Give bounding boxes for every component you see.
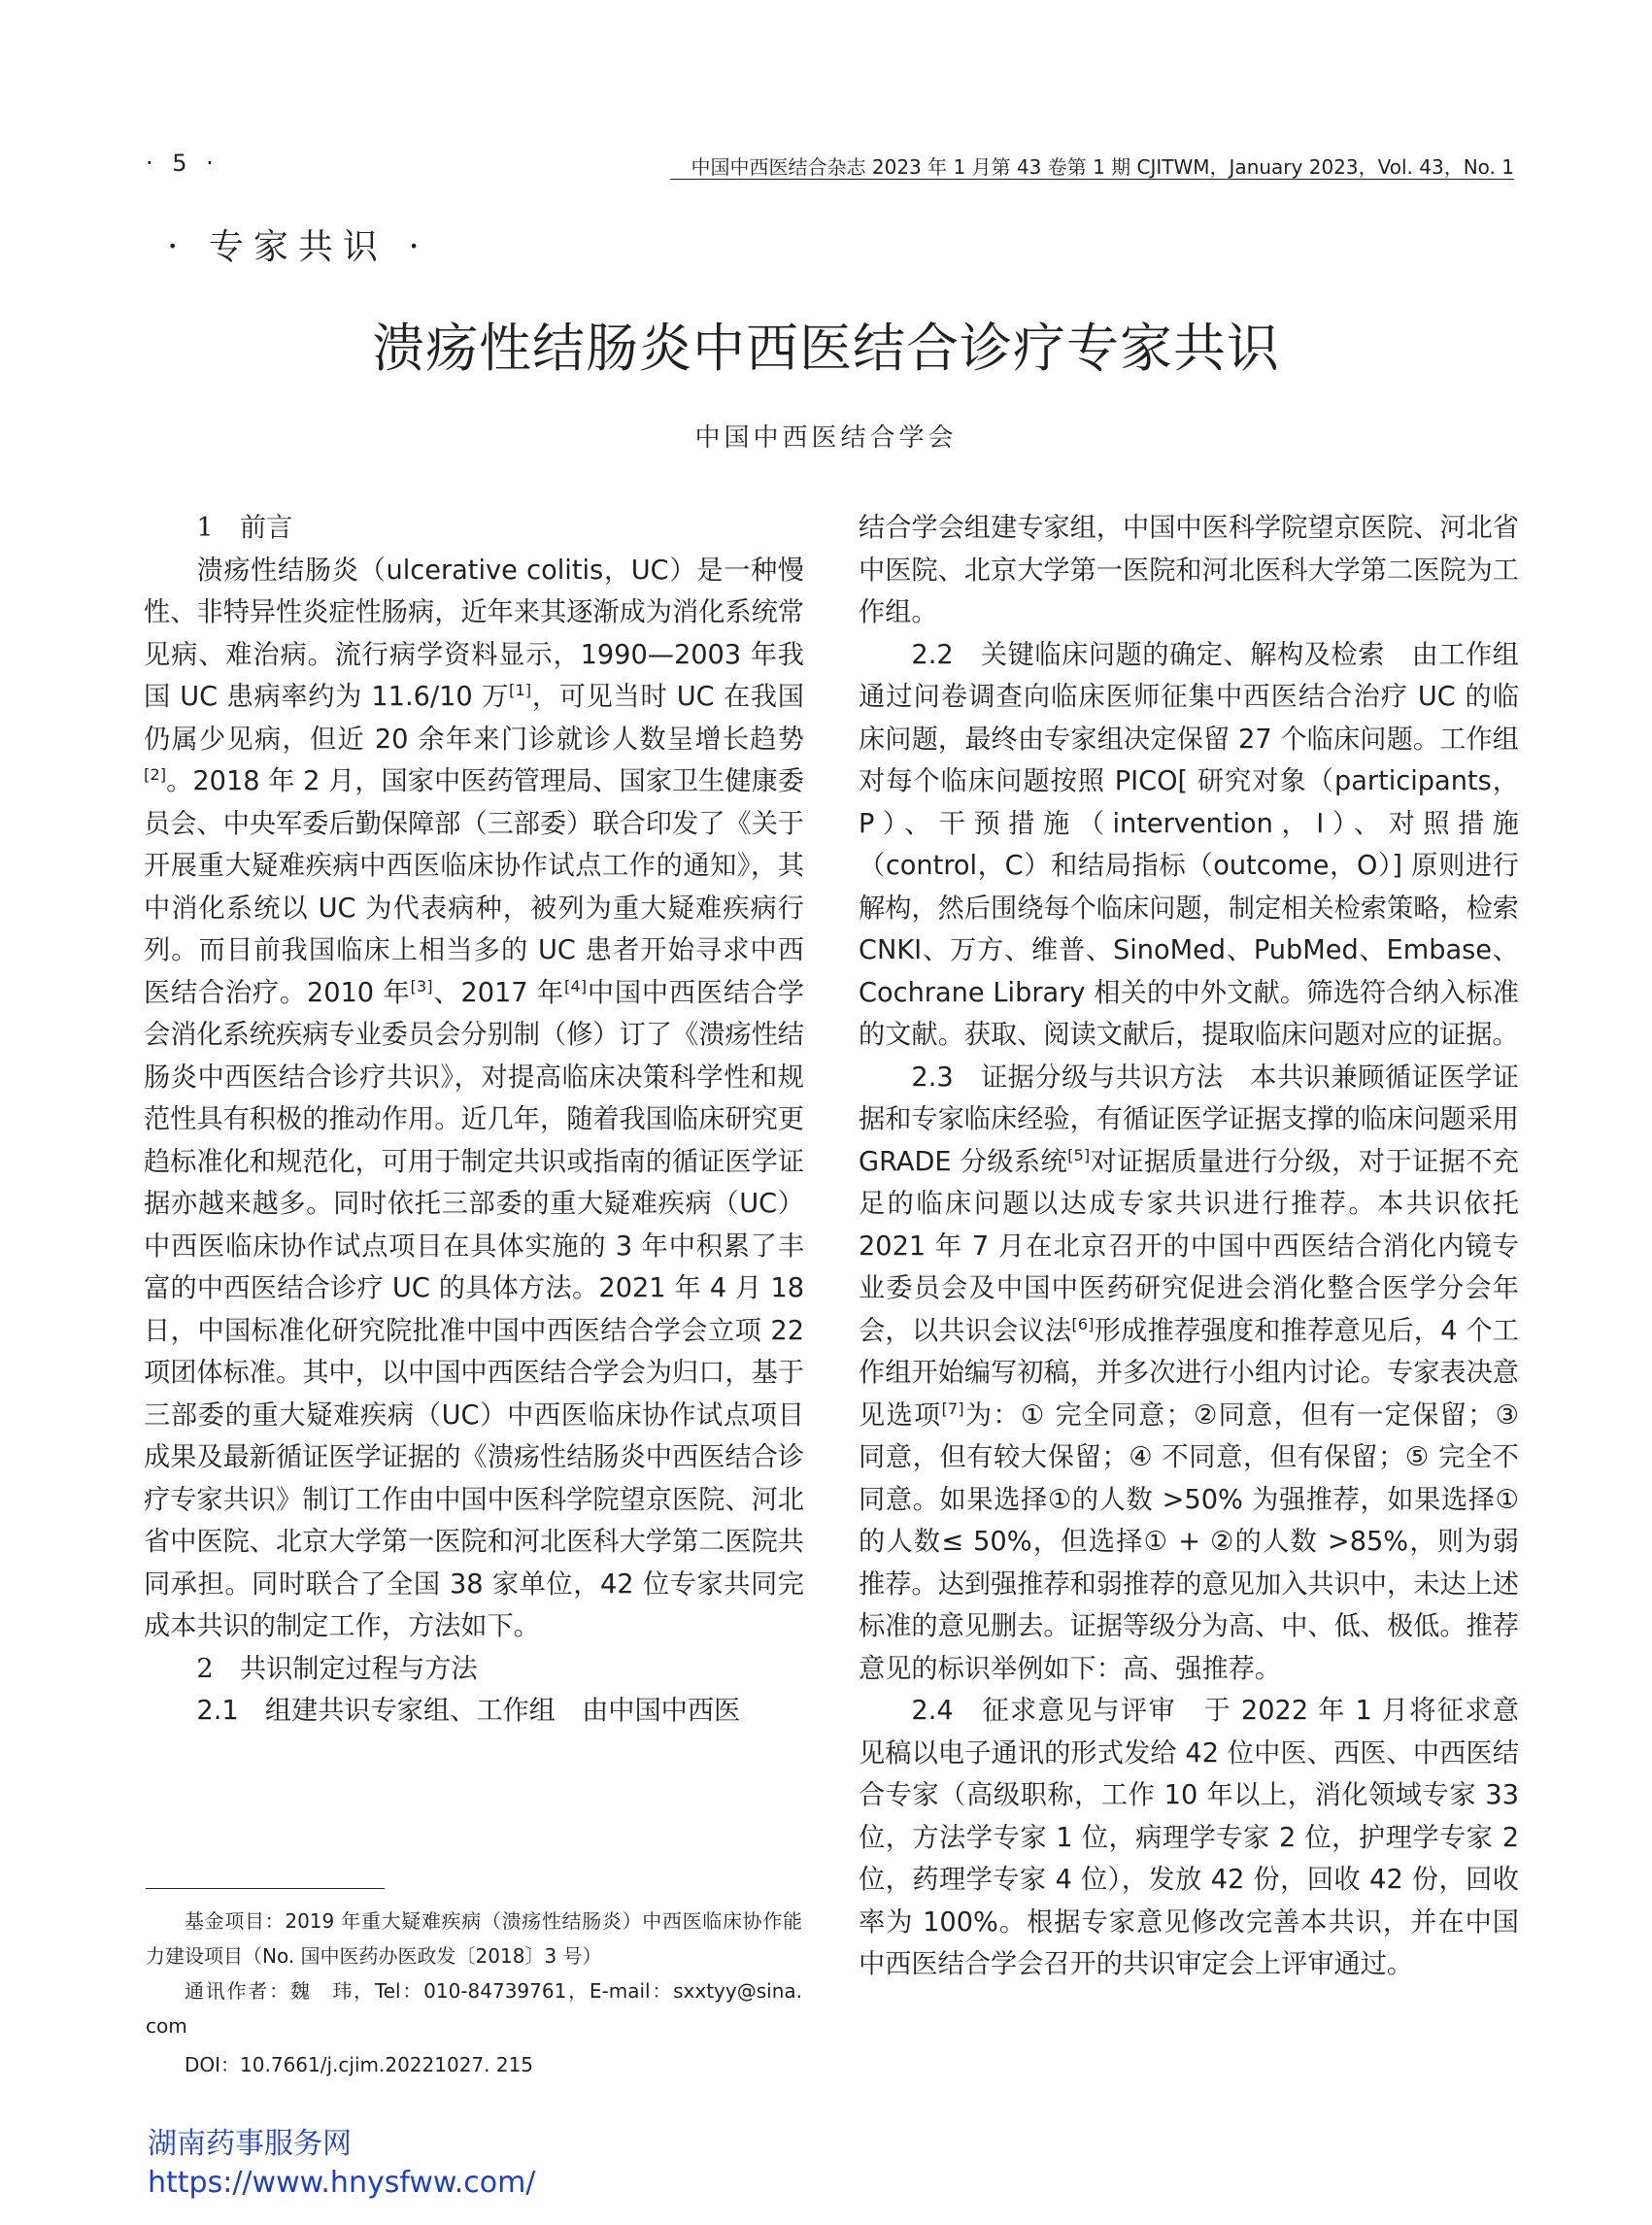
body-text: ，可见当时 UC 在我国仍属少见病，但近 20 余年来门诊就诊人数呈增长趋势 [144, 682, 804, 755]
subsection-2-1-continued: 结合学会组建专家组，中国中医科学院望京医院、河北省中医院、北京大学第一医院和河北医科大学第二医院为工作组。 [859, 513, 1519, 627]
footnote-rule [146, 1888, 385, 1889]
body-text: 形成推荐强度和推荐意见后，4 个工作组开始编写初稿，并多次进行小组内讨论。专家表决意见选项 [859, 1315, 1519, 1431]
watermark [148, 2125, 535, 2203]
subsection-2-1-start: 2.1 组建共识专家组、工作组 由中国中西医 [196, 1696, 741, 1726]
left-column [144, 507, 804, 1733]
intro-paragraph [144, 550, 804, 1648]
journal-header: 中国中西医结合杂志 2023 年 1 月第 43 卷第 1 期 CJITWM，January 2023，Vol. 43，No. 1 [691, 155, 1514, 179]
body-text: 。2018 年 2 月，国家中医药管理局、国家卫生健康委员会、中央军委后勤保障部（三部委）联合印发了《关于开展重大疑难疾病中西医临床协作试点工作的通知》，其中消化系统以 UC 为代表病种，被列为重大疑难疾病行列。而目前我国临床上相当多的 UC 患者开始寻求中西医结合治疗。2010 年 [144, 766, 804, 1008]
citation-ref: [7] [941, 1399, 964, 1418]
footnotes [146, 1904, 802, 2082]
body-text: 溃疡性结肠炎（ulcerative colitis，UC）是一种慢性、非特异性炎症性肠病，近年来其逐渐成为消化系统常见病、难治病。流行病学资料显示，1990—2003 年我国 UC 患病率约为 11.6/10 万 [144, 555, 804, 712]
article-title: 溃疡性结肠炎中西医结合诊疗专家共识 [372, 318, 1280, 379]
citation-ref: [4] [564, 976, 588, 995]
watermark-url[interactable]: https://www.hnysfww.com/ [148, 2166, 536, 2200]
funding-note: 基金项目：2019 年重大疑难疾病（溃疡性结肠炎）中西医临床协作能力建设项目（No. 国中医药办医政发〔2018〕3 号） [146, 1909, 802, 1968]
subsection-2-2: 2.2 关键临床问题的确定、解构及检索 由工作组通过问卷调查向临床医师征集中西医结合治疗 UC 的临床问题，最终由专家组决定保留 27 个临床问题。工作组对每个临床问题按照 PICO[ 研究对象（participants，P）、干预措施（intervention，I）、对照措施（control，C）和结局指标（outcome，O）] 原则进行解构，然后围绕每个临床问题，制定相关检索策略，检索 CNKI、万方、维普、SinoMed、PubMed、Embase、Cochrane Library 相关的中外文献。筛选符合纳入标准的文献。获取、阅读文献后，提取临床问题对应的证据。 [859, 639, 1519, 1050]
author-organization: 中国中西医结合学会 [694, 423, 958, 453]
body-text: 2.3 证据分级与共识方法 本共识兼顾循证医学证据和专家临床经验，有循证医学证据支撑的临床问题采用 GRADE 分级系统 [859, 1062, 1519, 1177]
page-number: · 5 · [146, 150, 219, 177]
header-rule [670, 179, 1514, 180]
citation-ref: [1] [509, 680, 532, 699]
citation-ref: [2] [144, 764, 167, 784]
watermark-site-name: 湖南药事服务网 [148, 2127, 352, 2161]
column-label: · 专家共识 · [167, 227, 429, 267]
citation-ref: [5] [1067, 1145, 1091, 1164]
citation-ref: [6] [1071, 1314, 1095, 1333]
body-text: 为：① 完全同意；②同意，但有一定保留；③ 同意，但有较大保留；④ 不同意，但有保留；⑤ 完全不同意。如果选择①的人数 >50% 为强推荐，如果选择①的人数≤ 50%，但选择① + ②的人数 >85%，则为弱推荐。达到强推荐和弱推荐的意见加入共识中，未达上述标准的意见删去。证据等级分为高、中、低、极低。推荐意见的标识举例如下：高、强推荐。 [859, 1399, 1519, 1684]
body-text: 、2017 年 [432, 977, 565, 1008]
doi-note: DOI：10.7661/j.cjim.20221027. 215 [185, 2053, 534, 2076]
body-text: 中国中西医结合学会消化系统疾病专业委员会分别制（修）订了《溃疡性结肠炎中西医结合诊疗共识》，对提高临床决策科学性和规范性具有积极的推动作用。近几年，随着我国临床研究更趋标准化和规范化，可用于制定共识或指南的循证医学证据亦越来越多。同时依托三部委的重大疑难疾病（UC）中西医临床协作试点项目在具体实施的 3 年中积累了丰富的中西医结合诊疗 UC 的具体方法。2021 年 4 月 18 日，中国标准化研究院批准中国中西医结合学会立项 22 项团体标准。其中，以中国中西医结合学会为归口，基于三部委的重大疑难疾病（UC）中西医临床协作试点项目成果及最新循证医学证据的《溃疡性结肠炎中西医结合诊疗专家共识》制订工作由中国中医科学院望京医院、河北省中医院、北京大学第一医院和河北医科大学第二医院共同承担。同时联合了全国 38 家单位，42 位专家共同完成本共识的制定工作，方法如下。 [144, 977, 804, 1641]
section-heading-intro: 1 前言 [196, 513, 293, 543]
subsection-2-4: 2.4 征求意见与评审 于 2022 年 1 月将征求意见稿以电子通讯的形式发给 42 位中医、西医、中西医结合专家（高级职称，工作 10 年以上，消化领域专家 33 位，方法学专家 1 位，病理学专家 2 位，护理学专家 2 位，药理学专家 4 位），发放 42 份，回收 42 份，回收率为 100%。根据专家意见修改完善本共识，并在中国中西医结合学会召开的共识审定会上评审通过。 [859, 1696, 1519, 1979]
correspondence-note: 通讯作者：魏 玮，Tel：010-84739761，E-mail：sxxtyy@sina. com [146, 1979, 802, 2038]
right-column [859, 507, 1519, 1986]
subsection-2-3 [859, 1057, 1519, 1691]
body-text: 对证据质量进行分级，对于证据不充足的临床问题以达成专家共识进行推荐。本共识依托 2021 年 7 月在北京召开的中国中西医结合消化内镜专业委员会及中国中医药研究促进会消化整合医学分会年会，以共识会议法 [859, 1146, 1519, 1346]
citation-ref: [3] [410, 976, 433, 995]
section-heading-methods: 2 共识制定过程与方法 [196, 1653, 478, 1684]
